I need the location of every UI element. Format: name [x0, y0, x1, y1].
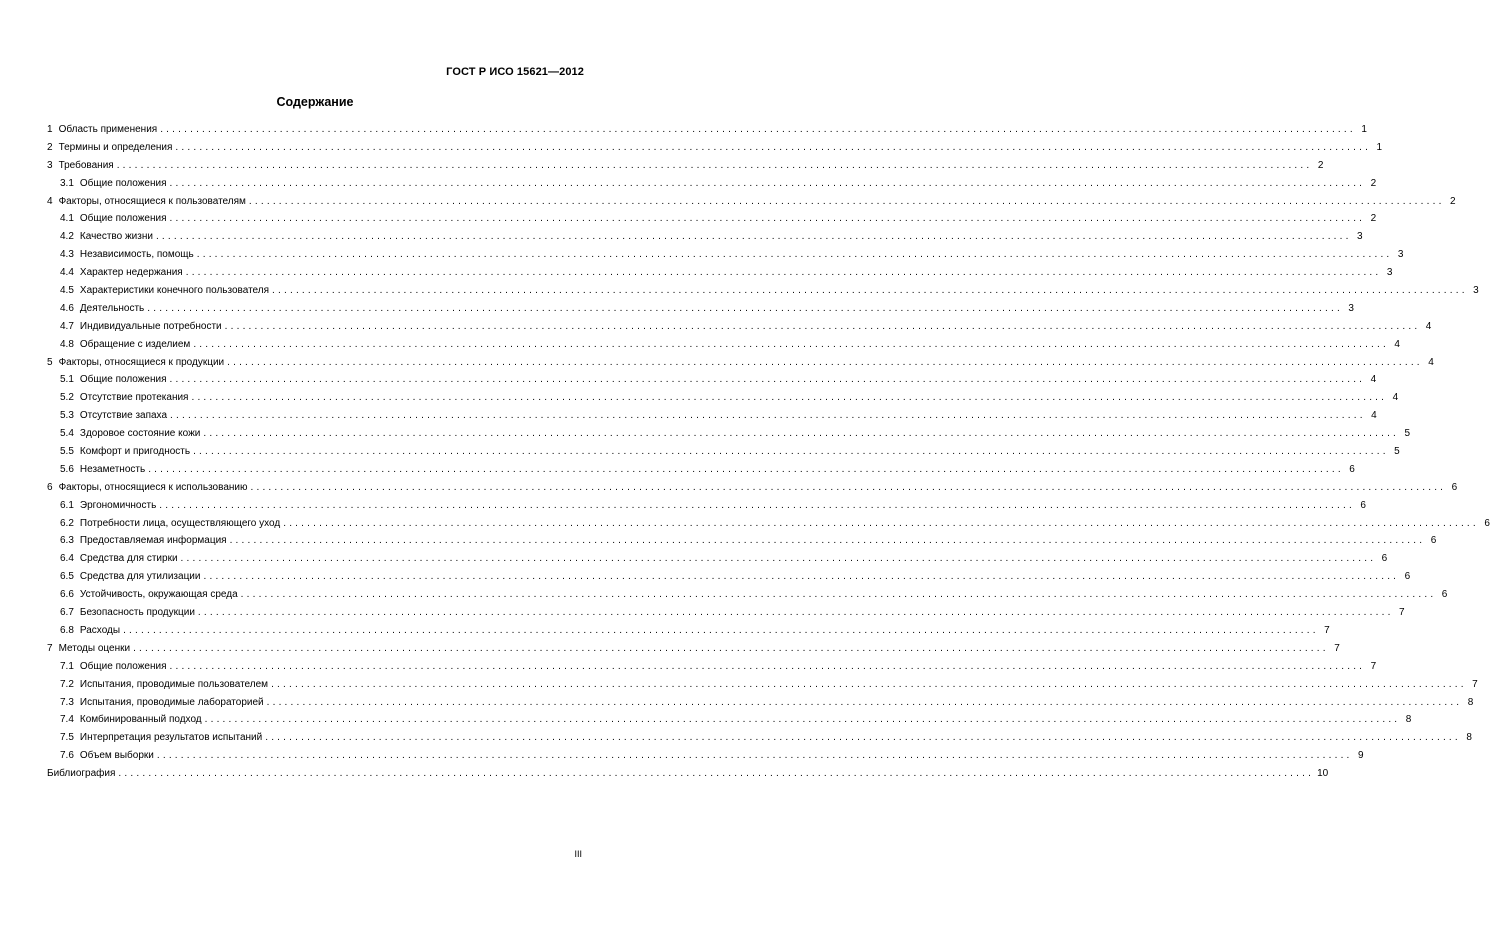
- page-number: III: [574, 849, 582, 859]
- toc-entry-page: 2: [1317, 159, 1324, 171]
- toc-entry[interactable]: [47, 228, 1363, 246]
- toc-entry[interactable]: [47, 729, 1472, 747]
- toc-leader-dots: ........................................................................................................................................................................................................: [185, 267, 1382, 279]
- toc-entry[interactable]: [47, 371, 1377, 389]
- toc-entry-label: Факторы, относящиеся к пользователям: [58, 195, 246, 207]
- toc-leader-dots: ........................................................................................................................................................................................................: [147, 302, 1343, 314]
- toc-entry[interactable]: [47, 479, 1458, 497]
- toc-entry-page: 4: [1425, 320, 1432, 332]
- toc-entry-label: Комфорт и пригодность: [79, 446, 191, 458]
- toc-entry-label: Комбинированный подход: [79, 714, 202, 726]
- toc-leader-dots: ........................................................................................................................................................................................................: [197, 607, 1394, 619]
- toc-entry-label: Характеристики конечного пользователя: [79, 285, 270, 297]
- toc-entry-page: 6: [1349, 463, 1355, 475]
- toc-leader-dots: ........................................................................................................................................................................................................: [180, 553, 1377, 565]
- toc-entry-number: 7.4: [60, 714, 74, 726]
- toc-entry-page: 2: [1450, 195, 1456, 207]
- toc-entry-page: 10: [1317, 768, 1329, 780]
- toc-entry-number: 7.5: [60, 732, 74, 744]
- toc-leader-dots: ........................................................................................................................................................................................................: [155, 231, 1352, 243]
- toc-entry[interactable]: [47, 282, 1479, 300]
- toc-leader-dots: ........................................................................................................................................................................................................: [169, 374, 1366, 386]
- toc-entry-page: 6: [1430, 535, 1437, 547]
- toc-entry-page: 6: [1441, 589, 1448, 601]
- toc-entry-page: 8: [1467, 696, 1474, 708]
- toc-entry-page: 4: [1394, 338, 1400, 350]
- toc-entry[interactable]: [47, 604, 1405, 622]
- toc-entry[interactable]: [47, 658, 1377, 676]
- toc-leader-dots: ........................................................................................................................................................................................................: [175, 141, 1372, 153]
- toc-entry-number: 4.4: [60, 267, 74, 279]
- toc-entry[interactable]: [47, 497, 1366, 515]
- toc-leader-dots: ........................................................................................................................................................................................................: [240, 589, 1437, 601]
- toc-entry[interactable]: [47, 765, 1329, 783]
- toc-entry-label: Общие положения: [79, 660, 167, 672]
- toc-entry-label: Термины и определения: [58, 141, 173, 153]
- toc-entry-page: 6: [1381, 553, 1388, 565]
- toc-entry-label: Здоровое состояние кожи: [79, 428, 201, 440]
- toc-entry-label: Безопасность продукции: [79, 607, 195, 619]
- toc-leader-dots: ........................................................................................................................................................................................................: [266, 696, 1463, 708]
- toc-entry-page: 2: [1370, 177, 1377, 189]
- toc-entry[interactable]: [47, 336, 1400, 354]
- toc-entry[interactable]: [47, 157, 1324, 175]
- toc-entry-number: 3.1: [60, 177, 74, 189]
- toc-entry-label: Методы оценки: [58, 642, 131, 654]
- toc-entry-number: 7.6: [60, 750, 74, 762]
- toc-entry-number: 5.6: [60, 463, 74, 475]
- toc-entry[interactable]: [47, 121, 1367, 139]
- toc-entry-label: Испытания, проводимые пользователем: [79, 678, 269, 690]
- toc-entry-page: 2: [1370, 213, 1377, 225]
- toc-entry-page: 9: [1357, 750, 1364, 762]
- toc-entry-page: 4: [1370, 374, 1377, 386]
- toc-entry-page: 7: [1472, 678, 1478, 690]
- toc-entry-page: 3: [1386, 267, 1393, 279]
- toc-entry-page: 3: [1348, 302, 1354, 314]
- toc-entry-number: 6: [47, 481, 53, 493]
- toc-entry[interactable]: [47, 640, 1340, 658]
- toc-entry-label: Средства для стирки: [79, 553, 178, 565]
- toc-entry[interactable]: [47, 354, 1434, 372]
- toc-entry-label: Библиография: [47, 768, 116, 780]
- toc-leader-dots: ........................................................................................................................................................................................................: [271, 678, 1467, 690]
- toc-leader-dots: ........................................................................................................................................................................................................: [203, 571, 1400, 583]
- toc-entry-label: Характер недержания: [79, 267, 183, 279]
- toc-entry-page: 5: [1394, 446, 1400, 458]
- toc-leader-dots: ........................................................................................................................................................................................................: [265, 732, 1461, 744]
- toc-leader-dots: ........................................................................................................................................................................................................: [191, 392, 1388, 404]
- toc-entry-page: 6: [1484, 517, 1490, 529]
- toc-entry[interactable]: [47, 139, 1383, 157]
- toc-leader-dots: ........................................................................................................................................................................................................: [170, 410, 1366, 422]
- toc-entry-label: Индивидуальные потребности: [79, 320, 222, 332]
- toc-entry-number: 6.3: [60, 535, 74, 547]
- toc-entry-page: 4: [1371, 410, 1377, 422]
- document-header: ГОСТ Р ИСО 15621—2012: [446, 66, 584, 78]
- toc-leader-dots: ........................................................................................................................................................................................................: [116, 159, 1313, 171]
- toc-entry-number: 5.1: [60, 374, 74, 386]
- toc-entry-number: 3: [47, 159, 53, 171]
- toc-entry-label: Объем выборки: [79, 750, 154, 762]
- toc-entry-page: 7: [1399, 607, 1405, 619]
- toc-leader-dots: ........................................................................................................................................................................................................: [203, 428, 1400, 440]
- toc-leader-dots: ........................................................................................................................................................................................................: [169, 177, 1366, 189]
- toc-entry-number: 6.1: [60, 499, 74, 511]
- toc-entry-label: Предоставляемая информация: [79, 535, 227, 547]
- toc-entry-label: Средства для утилизации: [79, 571, 201, 583]
- toc-entry-page: 5: [1404, 428, 1411, 440]
- toc-entry[interactable]: [47, 264, 1393, 282]
- toc-entry-page: 7: [1334, 642, 1340, 654]
- toc-entry-label: Общие положения: [79, 374, 167, 386]
- toc-entry-label: Общие положения: [79, 213, 167, 225]
- toc-entry-label: Потребности лица, осуществляющего уход: [79, 517, 281, 529]
- toc-entry-page: 7: [1324, 624, 1330, 636]
- toc-leader-dots: ........................................................................................................................................................................................................: [148, 463, 1344, 475]
- toc-entry[interactable]: [47, 694, 1474, 712]
- toc-entry[interactable]: [47, 711, 1412, 729]
- toc-entry-number: 7.1: [60, 660, 74, 672]
- toc-entry-page: 8: [1466, 732, 1472, 744]
- toc-entry-number: 7.3: [60, 696, 74, 708]
- toc-entry-label: Отсутствие протекания: [79, 392, 189, 404]
- toc-entry-label: Общие положения: [79, 177, 167, 189]
- toc-entry-number: 4.2: [60, 231, 74, 243]
- toc-entry[interactable]: [47, 389, 1399, 407]
- toc-entry[interactable]: [47, 425, 1411, 443]
- toc-entry-number: 5.5: [60, 446, 74, 458]
- toc-entry[interactable]: [47, 210, 1377, 228]
- toc-leader-dots: ........................................................................................................................................................................................................: [227, 356, 1423, 368]
- toc-entry-page: 1: [1361, 124, 1367, 135]
- toc-entry[interactable]: [47, 407, 1377, 425]
- table-of-contents: [47, 121, 1490, 783]
- toc-entry[interactable]: [47, 586, 1448, 604]
- toc-entry-label: Деятельность: [79, 302, 145, 314]
- toc-entry-page: 3: [1357, 231, 1363, 243]
- toc-entry-number: 1: [47, 124, 53, 135]
- toc-entry[interactable]: [47, 532, 1437, 550]
- toc-entry[interactable]: [47, 461, 1355, 479]
- toc-leader-dots: ........................................................................................................................................................................................................: [160, 124, 1356, 135]
- toc-leader-dots: ........................................................................................................................................................................................................: [133, 642, 1329, 654]
- toc-leader-dots: ........................................................................................................................................................................................................: [272, 285, 1468, 297]
- toc-entry-number: 5: [47, 356, 53, 368]
- toc-entry-number: 4.8: [60, 338, 74, 350]
- toc-entry-page: 3: [1397, 249, 1404, 261]
- toc-entry-label: Независимость, помощь: [79, 249, 194, 261]
- toc-leader-dots: ........................................................................................................................................................................................................: [169, 213, 1366, 225]
- toc-entry-page: 3: [1473, 285, 1479, 297]
- toc-entry-number: 6.4: [60, 553, 74, 565]
- toc-entry-label: Испытания, проводимые лабораторией: [79, 696, 264, 708]
- toc-entry-number: 4.1: [60, 213, 74, 225]
- toc-entry-number: 4.5: [60, 285, 74, 297]
- toc-entry-page: 6: [1404, 571, 1411, 583]
- toc-entry[interactable]: [47, 515, 1490, 533]
- toc-leader-dots: ........................................................................................................................................................................................................: [123, 624, 1319, 636]
- toc-entry-number: 4.3: [60, 249, 74, 261]
- toc-leader-dots: ........................................................................................................................................................................................................: [118, 768, 1315, 780]
- page-title: Содержание: [276, 95, 354, 109]
- toc-entry-number: 2: [47, 141, 53, 153]
- toc-entry[interactable]: [47, 676, 1478, 694]
- toc-entry-page: 4: [1392, 392, 1399, 404]
- toc-entry-number: 6.5: [60, 571, 74, 583]
- toc-entry-label: Интерпретация результатов испытаний: [79, 732, 263, 744]
- toc-entry-label: Область применения: [58, 124, 158, 135]
- toc-leader-dots: ........................................................................................................................................................................................................: [229, 535, 1426, 547]
- toc-entry[interactable]: [47, 550, 1388, 568]
- toc-entry-page: 1: [1376, 141, 1383, 153]
- toc-entry-number: 6.6: [60, 589, 74, 601]
- toc-entry[interactable]: [47, 622, 1330, 640]
- toc-entry-label: Расходы: [79, 624, 121, 636]
- toc-entry-number: 7.2: [60, 678, 74, 690]
- toc-leader-dots: ........................................................................................................................................................................................................: [193, 446, 1389, 458]
- toc-entry-number: 4: [47, 195, 53, 207]
- toc-entry[interactable]: [47, 318, 1432, 336]
- toc-leader-dots: ........................................................................................................................................................................................................: [169, 660, 1366, 672]
- toc-entry-label: Факторы, относящиеся к продукции: [58, 356, 225, 368]
- toc-entry-page: 6: [1451, 481, 1458, 493]
- toc-entry-number: 6.7: [60, 607, 74, 619]
- toc-entry[interactable]: [47, 300, 1354, 318]
- toc-entry-label: Обращение с изделием: [79, 338, 191, 350]
- toc-entry-page: 7: [1370, 660, 1377, 672]
- toc-leader-dots: ........................................................................................................................................................................................................: [156, 750, 1353, 762]
- toc-leader-dots: ........................................................................................................................................................................................................: [193, 338, 1389, 350]
- toc-entry-label: Эргономичность: [79, 499, 157, 511]
- toc-entry-label: Качество жизни: [79, 231, 153, 243]
- toc-entry-label: Факторы, относящиеся к использованию: [58, 481, 248, 493]
- toc-leader-dots: ........................................................................................................................................................................................................: [224, 320, 1421, 332]
- toc-entry-number: 6.2: [60, 517, 74, 529]
- toc-entry[interactable]: [47, 175, 1377, 193]
- toc-entry-page: 4: [1428, 356, 1434, 368]
- toc-entry-number: 4.6: [60, 302, 74, 314]
- toc-entry[interactable]: [47, 193, 1456, 211]
- toc-entry-number: 5.3: [60, 410, 74, 422]
- toc-entry[interactable]: [47, 747, 1364, 765]
- toc-leader-dots: ........................................................................................................................................................................................................: [250, 481, 1447, 493]
- toc-entry[interactable]: [47, 443, 1400, 461]
- toc-entry-label: Требования: [58, 159, 114, 171]
- toc-entry-number: 6.8: [60, 624, 74, 636]
- toc-entry-page: 6: [1360, 499, 1366, 511]
- toc-entry-label: Незаметность: [79, 463, 146, 475]
- toc-entry-number: 4.7: [60, 320, 74, 332]
- toc-entry-number: 5.4: [60, 428, 74, 440]
- toc-entry-page: 8: [1405, 714, 1412, 726]
- toc-entry-number: 5.2: [60, 392, 74, 404]
- toc-entry[interactable]: [47, 246, 1404, 264]
- toc-entry-label: Отсутствие запаха: [79, 410, 168, 422]
- toc-entry-label: Устойчивость, окружающая среда: [79, 589, 238, 601]
- toc-leader-dots: ........................................................................................................................................................................................................: [196, 249, 1393, 261]
- toc-leader-dots: ........................................................................................................................................................................................................: [204, 714, 1401, 726]
- toc-entry-number: 7: [47, 642, 53, 654]
- toc-entry[interactable]: [47, 568, 1411, 586]
- toc-leader-dots: ........................................................................................................................................................................................................: [248, 195, 1445, 207]
- toc-leader-dots: ........................................................................................................................................................................................................: [159, 499, 1355, 511]
- toc-leader-dots: ........................................................................................................................................................................................................: [283, 517, 1479, 529]
